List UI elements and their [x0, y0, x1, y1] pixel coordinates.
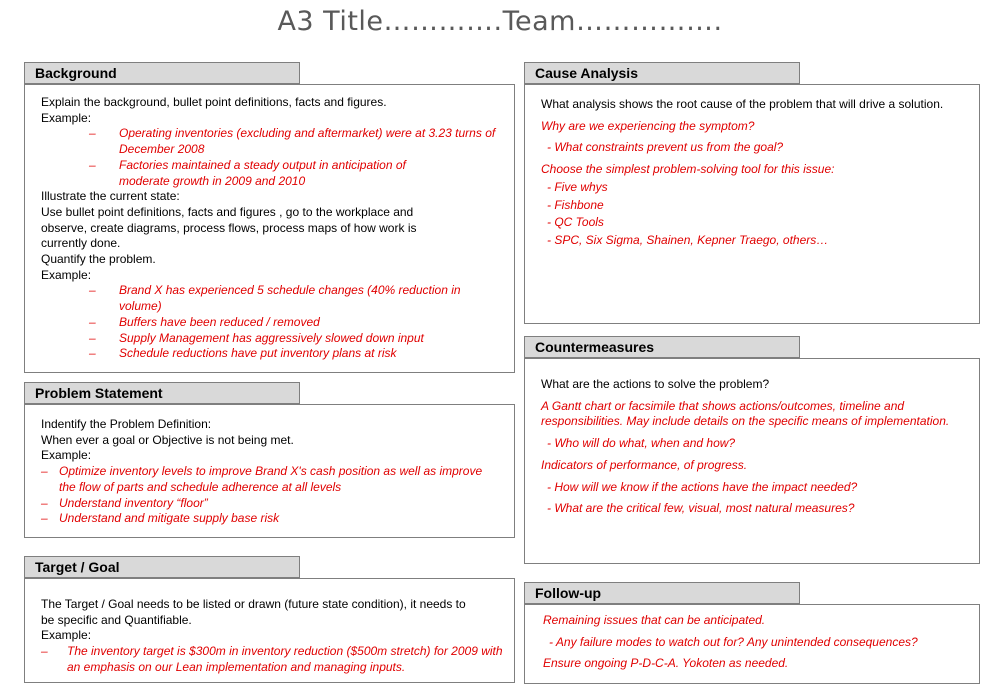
target-goal-header: Target / Goal — [24, 556, 300, 578]
who-question: - Who will do what, when and how? — [547, 436, 736, 451]
example-label: Example: — [41, 267, 92, 282]
list-item: – Schedule reductions have put inventory plans at risk — [89, 346, 397, 361]
problem-statement-box — [24, 404, 515, 538]
list-item: – Buffers have been reduced / removed — [89, 314, 320, 329]
list-item: – Operating inventories (excluding and aftermarket) were at 3.23 turns of December 2008 — [89, 126, 496, 157]
list-item: – Understand and mitigate supply base risk — [41, 511, 280, 526]
list-item: – Brand X has experienced 5 schedule changes (40% reduction in volume) — [89, 283, 461, 314]
problem-statement-header: Problem Statement — [24, 382, 300, 404]
problem-line2: When ever a goal or Objective is not being met. — [41, 432, 294, 447]
page-title: A3 Title………….Team……………. — [277, 6, 723, 37]
example-label: Example: — [41, 448, 92, 463]
cause-analysis-header: Cause Analysis — [524, 62, 800, 84]
list-item: – Understand inventory “floor” — [41, 495, 208, 510]
cause-analysis-box — [524, 84, 980, 324]
example-label: Example: — [41, 628, 92, 643]
list-item: - Fishbone — [547, 197, 604, 212]
gantt-text: A Gantt chart or facsimile that shows actions/outcomes, timeline and responsibilities. May include details on the specific means of implementation. — [541, 398, 950, 429]
target-goal-box — [24, 578, 515, 683]
list-item: – Factories maintained a steady output in anticipation of moderate growth in 2009 and 2010 — [89, 157, 406, 188]
follow-up-box — [524, 604, 980, 684]
quantify-label: Quantify the problem. — [41, 252, 156, 267]
list-item: – Supply Management has aggressively slowed down input — [89, 330, 424, 345]
background-header: Background — [24, 62, 300, 84]
cause-question: - What constraints prevent us from the goal? — [547, 140, 784, 155]
indicators-text: Indicators of performance, of progress. — [541, 457, 748, 472]
target-line1: The Target / Goal needs to be listed or drawn (future state condition), it needs to be specific and Quantifiable. — [41, 597, 466, 627]
list-item: – The inventory target is $300m in inventory reduction ($500m stretch) for 2009 with an emphasis on our Lean implementation and managing inputs. — [41, 644, 503, 674]
list-item: - Five whys — [547, 179, 608, 194]
countermeasures-header: Countermeasures — [524, 336, 800, 358]
list-item: - QC Tools — [547, 215, 604, 230]
follow-up-header: Follow-up — [524, 582, 800, 604]
list-item: - SPC, Six Sigma, Shainen, Kepner Traego, others… — [547, 232, 829, 247]
illustrate-label: Illustrate the current state: — [41, 189, 180, 204]
background-box — [24, 84, 515, 373]
follow-up-line3: Ensure ongoing P-D-C-A. Yokoten as needed. — [543, 656, 789, 671]
counter-intro: What are the actions to solve the problem? — [541, 377, 770, 391]
follow-up-line2: - Any failure modes to watch out for? Any unintended consequences? — [549, 634, 918, 649]
list-item: – Optimize inventory levels to improve Brand X's cash position as well as improve the flow of parts and schedule adherence at all levels — [41, 464, 483, 494]
background-intro: Explain the background, bullet point definitions, facts and figures. — [41, 95, 387, 109]
choose-tool-text: Choose the simplest problem-solving tool for this issue: — [541, 162, 835, 177]
how-question: - How will we know if the actions have the impact needed? — [547, 479, 858, 494]
problem-line1: Indentify the Problem Definition: — [41, 417, 212, 431]
what-question: - What are the critical few, visual, most natural measures? — [547, 501, 855, 516]
cause-intro: What analysis shows the root cause of the problem that will drive a solution. — [541, 97, 944, 111]
cause-question: Why are we experiencing the symptom? — [541, 118, 755, 133]
use-bullets-text: Use bullet point definitions, facts and figures , go to the workplace and observe, create diagrams, process flows, process maps of how work is currently done. — [41, 204, 417, 251]
example-label: Example: — [41, 110, 92, 125]
follow-up-line1: Remaining issues that can be anticipated. — [543, 613, 766, 627]
countermeasures-box — [524, 358, 980, 564]
